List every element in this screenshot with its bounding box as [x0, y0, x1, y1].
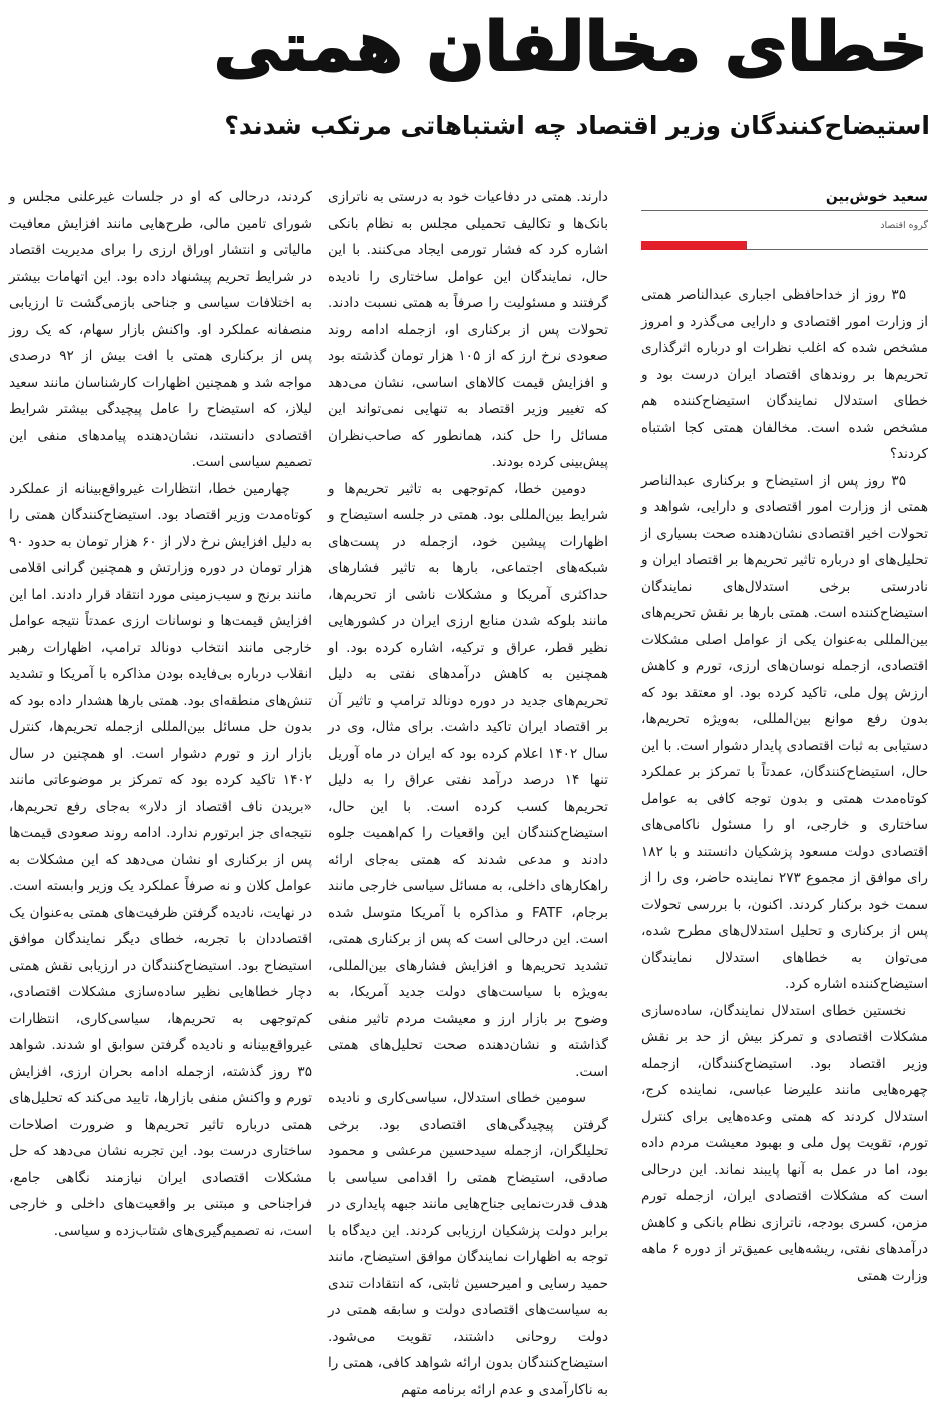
section-label: گروه اقتصاد [880, 220, 928, 231]
article-paragraph: ۳۵ روز پس از استیضاح و برکناری عبدالناصر همتی از وزارت امور اقتصادی و دارایی، شواهد و تحولات اخیر اقتصادی نشان‌دهنده صحت بسیاری از تحلیل‌های او درباره تاثیر تحریم‌ها بر اقتصاد ایران و نادرستی برخی استدلال‌های نمایندگان استیضاح‌کننده است. همتی بارها بر نقش تحریم‌های بین‌المللی به‌عنوان یکی از عوامل اصلی مشکلات اقتصادی، ازجمله نوسان‌های ارزی، تورم و کاهش ارزش پول ملی، تاکید کرده بود. او معتقد بود که بدون رفع موانع بین‌المللی، به‌ویژه تحریم‌ها، دستیابی به ثبات اقتصادی پایدار دشوار است. با این حال، استیضاح‌کنندگان، عمدتاً با تمرکز بر عملکرد کوتاه‌مدت همتی و بدون توجه کافی به عوامل ساختاری و خارجی، او را مسئول ناکامی‌های اقتصادی دولت مسعود پزشکیان دانستند و با ۱۸۲ رای موافق از مجموع ۲۷۳ نماینده حاضر، وی را از سمت خود برکنار کردند. اکنون، با بررسی تحولات پس از برکناری و تحلیل استدلال‌های مطرح شده، می‌توان به خطاهای استدلال نمایندگان استیضاح‌کننده اشاره کرد. [641, 472, 928, 992]
article-column-middle [328, 184, 608, 1403]
article-column-left [9, 184, 312, 1244]
byline [641, 186, 928, 250]
author-name: سعید خوش‌بین [641, 186, 928, 211]
article-paragraph: کردند، درحالی که او در جلسات غیرعلنی مجلس و شورای تامین مالی، طرح‌هایی مانند افزایش معافیت مالیاتی و انتشار اوراق ارزی را برای مدیریت اقتصاد در شرایط تحریم پیشنهاد داده بود. این اتهامات بیشتر به اختلافات سیاسی و جناحی بازمی‌گشت تا ارزیابی منصفانه عملکرد او. واکنش بازار سهام، که یک روز پس از برکناری همتی با افت بیش از ۹۲ درصدی مواجه شد و همچنین اظهارات کارشناسان مانند سعید لیلاز، که استیضاح را عامل پیچیدگی بیشتر شرایط اقتصادی دانستند، نشان‌دهنده پیامدهای منفی این تصمیم سیاسی است. [9, 189, 312, 470]
article-paragraph: سومین خطای استدلال، سیاسی‌کاری و نادیده گرفتن پیچیدگی‌های اقتصادی بود. برخی تحلیلگران، ازجمله سیدحسین مرعشی و محمود صادقی، استیضاح همتی را اقدامی سیاسی با هدف قدرت‌نمایی جناح‌هایی مانند جبهه پایداری در برابر دولت پزشکیان ارزیابی کردند. این دیدگاه با توجه به اظهارات نمایندگان موافق استیضاح، مانند حمید رسایی و امیرحسین ثابتی، که انتقادات تندی به سیاست‌های اقتصادی دولت و سابقه همتی در دولت روحانی داشتند، تقویت می‌شود. استیضاح‌کنندگان بدون ارائه شواهد کافی، همتی را به ناکارآمدی و عدم ارائه برنامه متهم [328, 1090, 608, 1398]
intro-paragraph: ۳۵ روز از خداحافظی اجباری عبدالناصر همتی از وزارت امور اقتصادی و دارایی می‌گذرد و امروز مشخص شده که اغلب نظرات او درباره اثرگذاری تحریم‌ها بر روندهای اقتصاد ایران درست بود و خطای استدلال نمایندگان استیضاح‌کننده هم مشخص شده است. مخالفان همتی کجا اشتباه کردند؟ [641, 287, 928, 462]
article-paragraph: دارند. همتی در دفاعیات خود به درستی به ناترازی بانک‌ها و تکالیف تحمیلی مجلس به نظام بانکی اشاره کرد که فشار تورمی ایجاد می‌کنند. با این حال، نمایندگان این عوامل ساختاری را نادیده گرفتند و مسئولیت را صرفاً به همتی نسبت دادند. تحولات پس از برکناری او، ازجمله ادامه روند صعودی نرخ ارز که از ۱۰۵ هزار تومان گذشته بود و افزایش قیمت کالاهای اساسی، نشان می‌دهد که تغییر وزیر اقتصاد به تنهایی نمی‌تواند این مسائل را حل کند، همانطور که صاحب‌نظران پیش‌بینی کرده بودند. [328, 189, 608, 470]
accent-bar [641, 241, 747, 250]
article-column-right [641, 282, 928, 1289]
article-paragraph: دومین خطا، کم‌توجهی به تاثیر تحریم‌ها و شرایط بین‌المللی بود. همتی در جلسه استیضاح و اظهارات پیشین خود، ازجمله در پست‌های شبکه‌های اجتماعی، بارها به تاثیر فشارهای حداکثری آمریکا و مشکلات ناشی از تحریم‌ها، مانند بلوکه شدن منابع ارزی ایران در کشورهایی نظیر قطر، عراق و ترکیه، اشاره کرده بود. او همچنین به کاهش درآمدهای نفتی به دلیل تحریم‌های جدید در دوره دونالد ترامپ و تاثیر آن بر اقتصاد ایران تاکید داشت. برای مثال، وی در سال ۱۴۰۲ اعلام کرده بود که ایران در ماه آوریل تنها ۱۴ درصد درآمد نفتی عراق را به دلیل تحریم‌ها کسب کرده است. با این حال، استیضاح‌کنندگان این واقعیات را کم‌اهمیت جلوه دادند و مدعی شدند که همتی به‌جای ارائه راهکارهای داخلی، به مسائل سیاسی خارجی مانند برجام، FATF و مذاکره با آمریکا متوسل شده است. این درحالی است که پس از برکناری همتی، تشدید تحریم‌ها و افزایش فشارهای بین‌المللی، به‌ویژه با سیاست‌های دولت جدید آمریکا، به وضوح بر بازار ارز و معیشت مردم تاثیر منفی گذاشته و نشان‌دهنده صحت تحلیل‌های همتی است. [328, 480, 609, 1080]
subheadline: استیضاح‌کنندگان وزیر اقتصاد چه اشتباهاتی مرتکب شدند؟ [224, 111, 930, 140]
article-paragraph: چهارمین خطا، انتظارات غیرواقع‌بینانه از عملکرد کوتاه‌مدت وزیر اقتصاد بود. استیضاح‌کنندگان همتی را به دلیل افزایش نرخ دلار از ۶۰ هزار تومان به حدود ۹۰ هزار تومان در دوره وزارتش و همچنین گرانی اقلامی مانند برنج و سیب‌زمینی مورد انتقاد قرار دادند. اما این افزایش قیمت‌ها و نوسانات ارزی عمدتاً نتیجه عوامل خارجی مانند انتخاب دونالد ترامپ، اظهارات رهبر انقلاب درباره بی‌فایده بودن مذاکره با آمریکا و تشدید تنش‌های منطقه‌ای بود. همتی بارها هشدار داده بود که بدون حل مسائل بین‌المللی ازجمله تحریم‌ها، کنترل بازار ارز و تورم دشوار است. او همچنین در سال ۱۴۰۲ تاکید کرده بود که تمرکز بر موضوعاتی مانند «بریدن ناف اقتصاد از دلار» به‌جای رفع تحریم‌ها، نتیجه‌ای جز ابرتورم ندارد. ادامه روند صعودی قیمت‌ها پس از برکناری او نشان می‌دهد که این مشکلات به عوامل کلان و نه صرفاً عملکرد یک وزیر وابسته است. در نهایت، نادیده گرفتن ظرفیت‌های همتی به‌عنوان یک اقتصاددان با تجربه، خطای دیگر نمایندگان موافق استیضاح بود. استیضاح‌کنندگان در ارزیابی نقش همتی دچار خطاهایی نظیر ساده‌سازی مشکلات اقتصادی، کم‌توجهی به تحریم‌ها، سیاسی‌کاری، انتظارات غیرواقع‌بینانه و نادیده گرفتن سوابق او شدند. شواهد ۳۵ روز گذشته، ازجمله ادامه بحران ارزی، افزایش تورم و واکنش منفی بازارها، تایید می‌کند که تحلیل‌های همتی درباره تاثیر تحریم‌ها و ضرورت اصلاحات ساختاری درست بود. این تجربه نشان می‌دهد که حل مشکلات اقتصادی ایران نیازمند نگاهی جامع، فراجناحی و مبتنی بر واقعیت‌های داخلی و خارجی است، نه تصمیم‌گیری‌های شتاب‌زده و سیاسی. [9, 480, 312, 1239]
byline-divider [641, 240, 928, 250]
article-paragraph: نخستین خطای استدلال نمایندگان، ساده‌سازی مشکلات اقتصادی و تمرکز بیش از حد بر نقش وزیر اقتصاد بود. استیضاح‌کنندگان، ازجمله چهره‌هایی مانند علیرضا عباسی، نماینده کرج، استدلال کردند که همتی وعده‌هایی برای کنترل تورم، تقویت پول ملی و بهبود معیشت مردم داده بود، اما در عمل به آنها پایبند نماند. این درحالی است که مشکلات اقتصادی ایران، ازجمله تورم مزمن، کسری بودجه، ناترازی نظام بانکی و کاهش درآمدهای نفتی، ریشه‌هایی عمیق‌تر از دوره ۶ ماهه وزارت همتی [641, 1002, 928, 1284]
headline: خطای مخالفان همتی [213, 8, 928, 87]
